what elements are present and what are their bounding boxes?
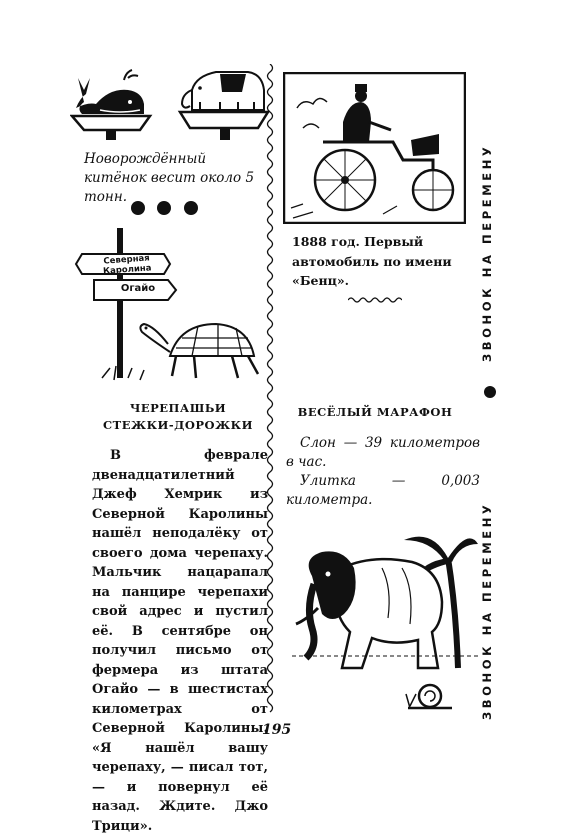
- snail-icon: [406, 685, 452, 708]
- elephant-icon: [296, 551, 442, 668]
- separator-dot: [184, 201, 198, 215]
- page-number: 195: [262, 722, 292, 738]
- turtle-article-text: В феврале двенадцатилетний Джеф Хемрик из Северной Каролины нашёл неподалёку от своего дома черепаху. Мальчик нацарапал на панцире черепахи свой адрес и пустил её. В сентябре он получил письмо от фермера из штата Огайо — в шестистах километрах от Северной Каролины. «Я нашёл вашу черепаху, — писал тот, — и повернул её назад. Ждите. Джо Трици».: [92, 448, 268, 834]
- benz-car-illustration: [283, 72, 466, 224]
- separator-dot: [157, 201, 171, 215]
- column-divider: [263, 64, 277, 714]
- whale-scale-illustration: [70, 64, 270, 148]
- article-title-turtle: [92, 400, 264, 434]
- car-caption: 1888 год. Первый автомобиль по имени «Бенц».: [292, 234, 452, 288]
- side-label-top: ЗВОНОК НА ПЕРЕМЕНУ: [480, 143, 494, 362]
- side-label-bottom: ЗВОНОК НА ПЕРЕМЕНУ: [480, 501, 494, 720]
- marathon-snail: Улитка — 0,003 километра.: [286, 473, 480, 508]
- article-title-line: СТЕЖКИ-ДОРОЖКИ: [103, 418, 253, 432]
- turtle-signpost-illustration: [72, 228, 264, 388]
- whale-caption: Новорождённый китёнок весит около 5 тонн.: [84, 151, 255, 205]
- whale-icon: [76, 70, 144, 114]
- side-separator-dot: [484, 386, 496, 398]
- elephant-icon: [182, 72, 264, 110]
- article-title-line: ЧЕРЕПАШЬИ: [129, 401, 227, 415]
- marathon-elephant: Слон — 39 километров в час.: [286, 435, 480, 470]
- marathon-title: ВЕСЁЛЫЙ МАРАФОН: [297, 405, 453, 419]
- wavy-separator: [348, 296, 402, 304]
- separator-dot: [131, 201, 145, 215]
- sign-ohio: Огайо: [120, 283, 156, 294]
- elephant-snail-illustration: [292, 528, 478, 718]
- turtle-icon: [140, 324, 258, 378]
- sign-north-carolina: Северная Каролина: [102, 253, 152, 277]
